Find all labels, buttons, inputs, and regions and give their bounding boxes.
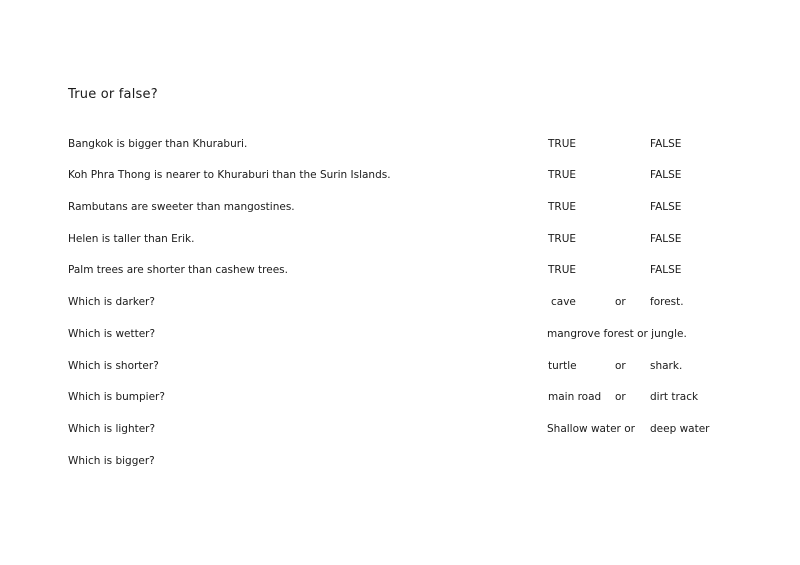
option-b[interactable]: deep water	[650, 423, 710, 435]
option-a[interactable]: turtle	[548, 360, 577, 372]
question: Which is bumpier?	[68, 391, 165, 403]
option-a[interactable]: Shallow water or	[547, 423, 635, 435]
option-b[interactable]: dirt track	[650, 391, 699, 403]
false-option[interactable]: FALSE	[650, 201, 682, 213]
comparison-row	[0, 326, 800, 342]
statement: Palm trees are shorter than cashew trees.	[68, 264, 288, 276]
or-connector: or	[615, 391, 626, 403]
false-option[interactable]: FALSE	[650, 264, 682, 276]
true-option[interactable]: TRUE	[548, 233, 577, 245]
comparison-row	[0, 421, 800, 437]
true-option[interactable]: TRUE	[548, 201, 577, 213]
question: Which is wetter?	[68, 328, 156, 340]
false-option[interactable]: FALSE	[650, 169, 682, 181]
false-option[interactable]: FALSE	[650, 138, 682, 150]
true-false-row	[0, 231, 800, 247]
statement: Helen is taller than Erik.	[68, 233, 195, 245]
question: Which is lighter?	[68, 423, 156, 435]
option-a[interactable]: cave	[551, 296, 576, 308]
question: Which is darker?	[68, 296, 155, 308]
option-b[interactable]: forest.	[650, 296, 684, 308]
or-connector: or	[615, 360, 626, 372]
question: Which is shorter?	[68, 360, 159, 372]
true-option[interactable]: TRUE	[548, 138, 577, 150]
true-false-row	[0, 136, 800, 152]
or-connector: or	[615, 296, 626, 308]
question: Which is bigger?	[68, 455, 155, 467]
options-text[interactable]: mangrove forest or jungle.	[547, 328, 687, 340]
comparison-row	[0, 389, 800, 405]
worksheet-title: True or false?	[68, 87, 158, 102]
true-false-row	[0, 199, 800, 215]
option-b[interactable]: shark.	[650, 360, 683, 372]
comparison-row	[0, 294, 800, 310]
statement: Bangkok is bigger than Khuraburi.	[68, 138, 248, 150]
comparison-row	[0, 358, 800, 374]
true-option[interactable]: TRUE	[548, 169, 577, 181]
true-false-row	[0, 167, 800, 183]
statement: Koh Phra Thong is nearer to Khuraburi than the Surin Islands.	[68, 169, 391, 181]
true-false-row	[0, 262, 800, 278]
option-a[interactable]: main road	[548, 391, 602, 403]
statement: Rambutans are sweeter than mangostines.	[68, 201, 295, 213]
true-option[interactable]: TRUE	[548, 264, 577, 276]
false-option[interactable]: FALSE	[650, 233, 682, 245]
comparison-row	[0, 453, 800, 469]
